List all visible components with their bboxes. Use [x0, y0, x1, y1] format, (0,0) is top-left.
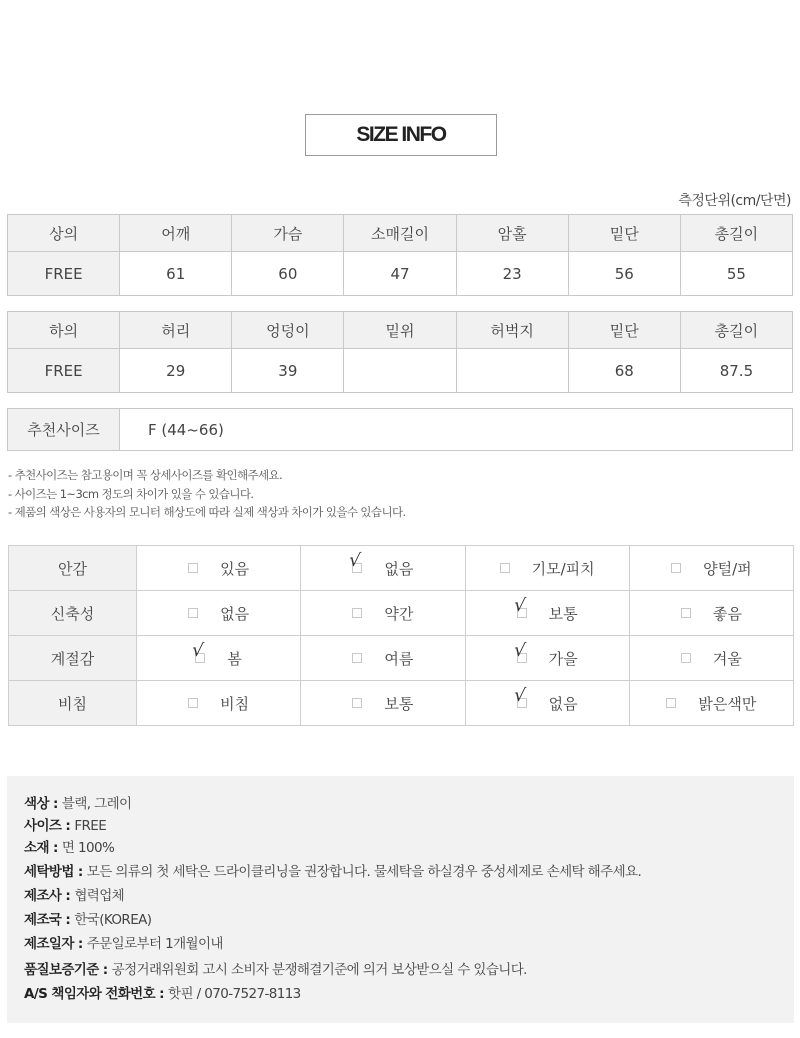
checkbox-icon: [352, 608, 362, 618]
attribute-option-label: 기모/피치: [531, 559, 595, 578]
product-info-value: 블랙, 그레이: [61, 796, 132, 812]
product-info-value: 공정거래위원회 고시 소비자 분쟁해결기준에 의거 보상받으실 수 있습니다.: [111, 962, 527, 978]
checked-checkbox-icon: [512, 594, 527, 618]
top-value-cell: 23: [456, 252, 568, 296]
product-info-label: 제조국 :: [24, 912, 75, 928]
checkbox-icon: [188, 563, 198, 573]
attribute-label: 비침: [9, 681, 137, 726]
attribute-option: [301, 681, 465, 726]
attribute-option-label: 없음: [220, 604, 250, 623]
attribute-option: [629, 546, 793, 591]
attribute-option-label: 있음: [220, 559, 250, 578]
product-info-label: 사이즈 :: [24, 818, 75, 834]
product-info-label: 색상 :: [24, 796, 62, 812]
top-value-cell: 47: [344, 252, 456, 296]
attribute-option: [301, 591, 465, 636]
bottom-value-cell: 87.5: [680, 349, 792, 393]
top-value-cell: FREE: [8, 252, 120, 296]
checkbox-icon: [188, 698, 198, 708]
top-header-cell: 암홀: [456, 215, 568, 252]
attribute-option-label: 밝은색만: [698, 694, 757, 713]
attribute-label: 계절감: [9, 636, 137, 681]
attribute-option-label: 봄: [227, 649, 242, 668]
attribute-option: [629, 681, 793, 726]
check-mark-icon: √: [512, 594, 527, 617]
product-info-row: [24, 836, 114, 856]
product-info-value: 면 100%: [61, 840, 115, 856]
product-info-label: 세탁방법 :: [24, 864, 87, 880]
product-info-label: 품질보증기준 :: [24, 962, 112, 978]
bottom-header-cell: 밑위: [344, 312, 456, 349]
checked-checkbox-icon: [512, 639, 527, 663]
product-info-value: 주문일로부터 1개월이내: [86, 936, 223, 952]
attribute-row: [9, 636, 794, 681]
product-info-label: A/S 책임자와 전화번호 :: [24, 986, 169, 1002]
bottom-header-cell: 총길이: [680, 312, 792, 349]
product-info-row: [24, 908, 151, 928]
check-mark-icon: √: [191, 639, 205, 662]
bottom-value-cell: 29: [120, 349, 232, 393]
bottom-value-cell: 68: [568, 349, 680, 393]
bottom-value-cell: 39: [232, 349, 344, 393]
attribute-option: [301, 636, 465, 681]
checkbox-icon: [352, 698, 362, 708]
attribute-label: 안감: [9, 546, 137, 591]
attribute-option: [137, 681, 301, 726]
checked-checkbox-icon: [191, 639, 205, 663]
top-header-cell: 어깨: [120, 215, 232, 252]
attribute-option: [465, 681, 629, 726]
recommended-size-label: 추천사이즈: [8, 409, 120, 450]
checkbox-icon: [681, 608, 691, 618]
bottom-header-cell: 밑단: [568, 312, 680, 349]
product-info-row: [24, 884, 124, 904]
product-info-label: 제조일자 :: [24, 936, 87, 952]
size-info-title: SIZE INFO: [305, 114, 497, 156]
product-info-row: [24, 958, 527, 978]
product-info-value: 핫핀 / 070-7527-8113: [168, 986, 301, 1002]
check-mark-icon: √: [512, 639, 527, 662]
attribute-option: [465, 636, 629, 681]
checkbox-icon: [352, 653, 362, 663]
attribute-option: [465, 546, 629, 591]
note-line: - 사이즈는 1~3cm 정도의 차이가 있을 수 있습니다.: [8, 486, 254, 501]
top-table-value-row: [8, 252, 793, 296]
checkbox-icon: [666, 698, 676, 708]
note-line: - 제품의 색상은 사용자의 모니터 해상도에 따라 실제 색상과 차이가 있을수 있습니다.: [8, 505, 406, 519]
attribute-option-label: 약간: [384, 604, 414, 623]
attribute-option: [137, 636, 301, 681]
top-value-cell: 56: [568, 252, 680, 296]
product-info-row: [24, 814, 106, 834]
top-value-cell: 60: [232, 252, 344, 296]
product-info-row: [24, 982, 301, 1002]
attribute-option-label: 양털/퍼: [703, 559, 752, 578]
attribute-option-label: 좋음: [712, 604, 742, 623]
bottom-header-cell: 엉덩이: [232, 312, 344, 349]
check-mark-icon: √: [348, 549, 362, 572]
bottom-header-cell: 허리: [120, 312, 232, 349]
check-mark-icon: √: [512, 684, 527, 707]
attribute-option-label: 없음: [548, 694, 578, 713]
product-info-label: 소재 :: [24, 840, 62, 856]
bottom-size-table: [7, 311, 793, 393]
recommended-size-value: F (44~66): [148, 420, 224, 439]
attribute-option-label: 비침: [220, 694, 250, 713]
top-size-table: [7, 214, 793, 296]
bottom-table-header-row: [8, 312, 793, 349]
product-info-row: [24, 860, 641, 880]
product-info-row: [24, 932, 223, 952]
bottom-table-value-row: [8, 349, 793, 393]
top-value-cell: 55: [680, 252, 792, 296]
attribute-label: 신축성: [9, 591, 137, 636]
product-info-value: 한국(KOREA): [74, 912, 152, 928]
bottom-value-cell: [456, 349, 568, 393]
attribute-row: [9, 546, 794, 591]
attribute-option: [465, 591, 629, 636]
product-attribute-table: [8, 545, 794, 726]
top-header-cell: 밑단: [568, 215, 680, 252]
attribute-option: [301, 546, 465, 591]
top-header-cell: 총길이: [680, 215, 792, 252]
attribute-row: [9, 591, 794, 636]
product-info-label: 제조사 :: [24, 888, 75, 904]
checked-checkbox-icon: [348, 549, 362, 573]
checkbox-icon: [500, 563, 510, 573]
top-value-cell: 61: [120, 252, 232, 296]
attribute-option-label: 보통: [384, 694, 414, 713]
bottom-header-cell: 하의: [8, 312, 120, 349]
top-table-header-row: [8, 215, 793, 252]
size-notes: [8, 466, 406, 522]
bottom-header-cell: 허벅지: [456, 312, 568, 349]
attribute-option-label: 여름: [384, 649, 414, 668]
recommended-size-row: [7, 408, 793, 451]
top-header-cell: 상의: [8, 215, 120, 252]
note-line: - 추천사이즈는 참고용이며 꼭 상세사이즈를 확인해주세요.: [8, 468, 283, 482]
attribute-option: [629, 591, 793, 636]
checked-checkbox-icon: [512, 684, 527, 708]
attribute-row: [9, 681, 794, 726]
bottom-value-cell: [344, 349, 456, 393]
attribute-option-label: 가을: [548, 649, 578, 668]
checkbox-icon: [188, 608, 198, 618]
attribute-option: [629, 636, 793, 681]
product-info-row: [24, 792, 131, 812]
product-info-value: 협력업체: [74, 888, 125, 904]
top-header-cell: 가슴: [232, 215, 344, 252]
top-header-cell: 소매길이: [344, 215, 456, 252]
bottom-value-cell: FREE: [8, 349, 120, 393]
attribute-option-label: 없음: [384, 559, 414, 578]
attribute-option: [137, 591, 301, 636]
product-info-value: FREE: [74, 818, 107, 834]
unit-note: 측정단위(cm/단면): [678, 193, 791, 209]
attribute-option-label: 보통: [548, 604, 578, 623]
checkbox-icon: [681, 653, 691, 663]
checkbox-icon: [671, 563, 681, 573]
attribute-option: [137, 546, 301, 591]
product-info-value: 모든 의류의 첫 세탁은 드라이클리닝을 권장합니다. 물세탁을 하실경우 중성세제로 손세탁 해주세요.: [86, 864, 642, 880]
product-info-panel: [7, 776, 794, 1023]
attribute-option-label: 겨울: [712, 649, 742, 668]
